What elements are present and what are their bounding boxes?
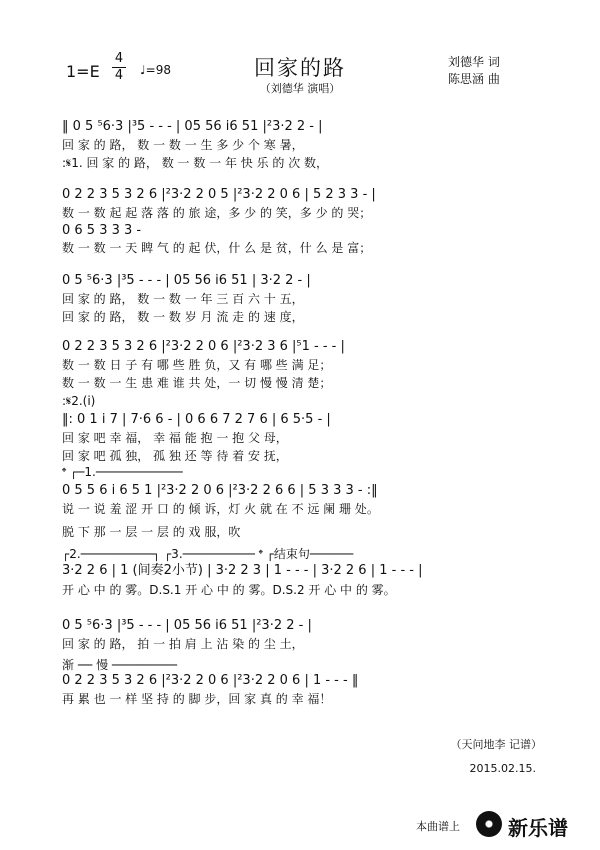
- notation-line: ‖: 0 1 i 7 | 7·6 6 - | 0 6 6 7 2 7 6 | 6 5·5 - |: [62, 412, 331, 427]
- vinyl-logo-icon: [476, 811, 502, 837]
- lyric-line: 数 一 数 日 子 有 哪 些 胜 负，又 有 哪 些 满 足；: [62, 358, 332, 372]
- lyric-line: 开 心 中 的 雾。D.S.1 开 心 中 的 雾。D.S.2 开 心 中 的 雾。: [62, 583, 396, 597]
- lyric-line: 数 一 数 起 起 落 落 的 旅 途，多 少 的 笑，多 少 的 哭；: [62, 206, 372, 220]
- lyric-line: 回 家 的 路， 数 一 数 一 年 三 百 六 十 五，: [62, 292, 304, 306]
- lyric-line: 脱 下 那 一 层 一 层 的 戏 服，吹: [62, 525, 241, 539]
- lyricist-credit: 刘德华 词: [448, 55, 500, 69]
- lyric-line: 回 家 吧 孤 独， 孤 独 还 等 待 着 安 抚，: [62, 449, 288, 463]
- lyric-line: 回 家 的 路， 拍 一 拍 肩 上 沾 染 的 尘 土，: [62, 637, 304, 651]
- time-signature-bottom: 4: [114, 68, 124, 83]
- song-title: 回家的路: [254, 56, 346, 80]
- lyric-line: 回 家 的 路， 数 一 数 岁 月 流 走 的 速 度，: [62, 310, 304, 324]
- notation-line: 0 2 2 3 5 3 2 6 |²3·2 2 0 5 |²3·2 2 0 6 | 5 2 3 3 - |: [62, 187, 376, 202]
- notation-line: ‖ 0 5 ⁵6·3 |³5 - - - | 05 56 i6 51 |²3·2 2 - |: [62, 119, 323, 134]
- lyric-line: 渐 ── 慢 ─────────: [62, 658, 177, 672]
- lyric-line: 说 一 说 羞 涩 开 口 的 倾 诉，灯 火 就 在 不 远 阑 珊 处。: [62, 502, 379, 516]
- key-signature: 1=E: [66, 62, 100, 81]
- notation-line: 0 5 5 6 i 6 5 1 |²3·2 2 0 6 |²3·2 2 6 6 | 5 3 3 3 - :‖: [62, 483, 378, 498]
- lyric-line: 回 家 吧 幸 福， 幸 福 能 抱 一 抱 父 母，: [62, 431, 288, 445]
- lyric-line: :𝄋1. 回 家 的 路， 数 一 数 一 年 快 乐 的 次 数，: [62, 156, 329, 170]
- transcriber-credit: （天问地李 记谱）: [450, 738, 542, 751]
- notation-line: 3·2 2 6 | 1 (间奏2小节) | 3·2 2 3 | 1 - - - | 3·2 2 6 | 1 - - - |: [62, 563, 423, 578]
- notation-line: 0 5 ⁵6·3 |³5 - - - | 05 56 i6 51 | 3·2 2 - |: [62, 273, 311, 288]
- notation-line: 0 2 2 3 5 3 2 6 |²3·2 2 0 6 |²3·2 3 6 |⁵1 - - - |: [62, 339, 345, 354]
- time-signature-top: 4: [114, 51, 124, 66]
- performer-subtitle: （刘德华 演唱）: [259, 82, 341, 95]
- lyric-line: ┌2.──────────┐ ┌3.────────── 𝄌 ┌结束句──────: [62, 547, 354, 561]
- lyric-line: 数 一 数 一 天 睥 气 的 起 伏，什 么 是 贫，什 么 是 富；: [62, 241, 372, 255]
- lyric-line: :𝄋2.(i): [62, 394, 96, 408]
- composer-credit: 陈思涵 曲: [448, 72, 500, 86]
- brand-logo: 新乐谱: [508, 816, 568, 840]
- notation-line: 0 2 2 3 5 3 2 6 |²3·2 2 0 6 |²3·2 2 0 6 | 1 - - - ‖: [62, 673, 359, 688]
- transcription-date: 2015.02.15.: [469, 762, 536, 775]
- tempo-marking: ♩=98: [140, 63, 171, 77]
- notation-line: 0 6 5 3 3 3 -: [62, 223, 142, 238]
- brand-prefix: 本曲谱上: [416, 820, 460, 833]
- lyric-line: 数 一 数 一 生 患 难 谁 共 处，一 切 慢 慢 清 楚；: [62, 376, 332, 390]
- lyric-line: 回 家 的 路， 数 一 数 一 生 多 少 个 寒 暑，: [62, 138, 304, 152]
- notation-line: 0 5 ⁵6·3 |³5 - - - | 05 56 i6 51 |²3·2 2 - |: [62, 618, 312, 633]
- lyric-line: 𝄌 ┌─1.────────────: [62, 465, 183, 479]
- credits: [448, 54, 500, 88]
- lyric-line: 再 累 也 一 样 坚 持 的 脚 步，回 家 真 的 幸 福！: [62, 692, 332, 706]
